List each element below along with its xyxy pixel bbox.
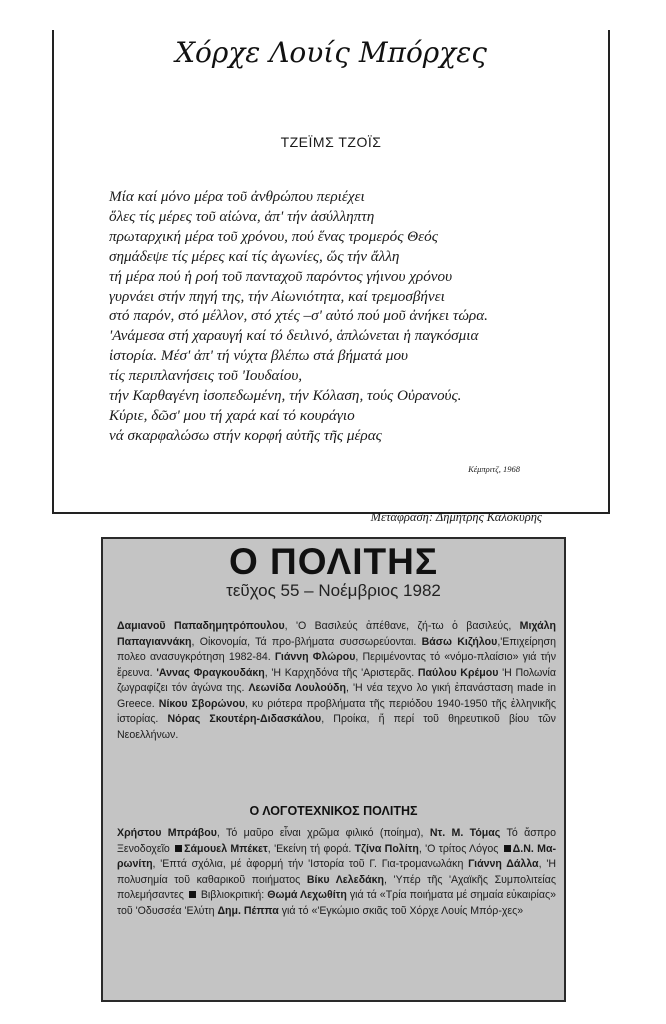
article-author: Δαμιανοῦ Παπαδημητρόπουλου: [117, 620, 285, 632]
article-author: Δ.Ν. Μα-ρωνίτη: [117, 842, 557, 870]
poem-line: ὅλες τίς μέρες τοῦ αἰώνα, ἀπ' τήν ἀσύλληπτη: [109, 207, 375, 225]
article-author: Τζίνα Πολίτη: [354, 842, 419, 855]
article-author: Θωμά Λεχωθίτη: [267, 889, 347, 901]
poem-line: τίς περιπλανήσεις τοῦ 'Ιουδαίου,: [109, 367, 303, 385]
article-title: , 'Επτά σχόλια, μέ ἀφορμή τήν 'Ιστορία τοῦ Γ. Για-τρομανωλάκη: [152, 858, 469, 870]
article-title: , 'Υπέρ τῆς 'Αχαϊκῆς Συμπολιτείας πολεμήσαντες: [117, 873, 556, 901]
article-author: Δημ. Πέππα: [217, 904, 279, 917]
article-author: Βάσω Κιζήλου: [421, 635, 498, 648]
article-title: , Προίκα, ἤ περί τοῦ θηρευτικοῦ βίου τῶν Νεοελλήνων.: [117, 713, 556, 741]
poem-line: γυρνάει στήν πηγή της, τήν Αἰωνιότητα, καί τρεμοσβήνει: [109, 287, 445, 305]
bullet-square-icon: [504, 845, 511, 852]
poem-line: 'Ανάμεσα στή χαραυγή καί τό δειλινό, ἁπλώνεται ἡ παγκόσμια: [109, 327, 479, 345]
article-title: , Τό μαῦρο εἶναι χρῶμα φιλικό (ποίημα),: [216, 827, 430, 839]
article-title: ,'Επιχείρηση πολεο ανασυγκρότηση 1982-84.: [117, 635, 556, 663]
article-author: Γιάννη Δάλλα: [468, 858, 539, 870]
contents-section-literary: [117, 826, 556, 919]
article-author: Παύλου Κρέμου: [417, 666, 499, 679]
poem-line: τήν Καρθαγένη ἰσοπεδωμένη, τήν Κόλαση, τούς Οὐρανούς.: [109, 387, 462, 405]
article-author: Μιχάλη Παπαγιαννάκη: [117, 620, 557, 648]
article-author: Ντ. Μ. Τόμας: [429, 827, 501, 839]
literary-section-title: Ο ΛΟΓΟΤΕΧΝΙΚΟΣ ΠΟΛΙΤΗΣ: [249, 804, 418, 818]
poem-line: ἱστορία. Μέσ' ἀπ' τή νύχτα βλέπω στά βήματά μου: [109, 347, 409, 365]
article-title: , 'Ο Βασιλεύς ἀπέθανε, ζή-τω ὁ βασιλεύς,: [284, 620, 520, 632]
poem-title: Χόρχε Λουίς Μπόρχες: [175, 36, 487, 69]
article-title: , 'Ο τρίτος Λόγος: [418, 842, 502, 855]
article-author: Γιάννη Φλώρου: [274, 651, 356, 663]
article-author: Σάμουελ Μπέκετ: [184, 842, 268, 855]
poem-line: πρωταρχική μέρα τοῦ χρόνου, πού ἕνας τρομερός Θεός: [109, 227, 438, 245]
bullet-square-icon: [175, 845, 182, 852]
poem-line: Μία καί μόνο μέρα τοῦ ἀνθρώπου περιέχει: [109, 188, 365, 205]
article-title: , Περιμένοντας τό «νόμο-πλαίσιο» γιά τήν ἔρευνα.: [117, 651, 556, 679]
article-title: γιά τά «Τρία ποιήματα μέ σημαία εὐκαιρίας» τοῦ 'Οδυσσέα 'Ελύτη: [117, 889, 557, 917]
article-author: Νίκου Σβορώνου: [158, 697, 246, 710]
poem-line: στό παρόν, στό μέλλον, στό χτές –σ' αὐτό πού μοῦ ἀνήκει τώρα.: [109, 307, 488, 325]
article-title: , 'Εκείνη τή φορά.: [267, 842, 355, 855]
article-title: , 'Η Καρχηδόνα τῆς 'Αριστερᾶς.: [264, 666, 418, 679]
article-author: Λεωνίδα Λουλούδη: [248, 682, 346, 694]
magazine-advertisement: [101, 537, 566, 1002]
magazine-issue: τεῦχος 55 – Νοέμβριος 1982: [226, 581, 441, 600]
article-title: 'Η Πολωνία ζωγραφίζει τόν ἀγώνα της.: [117, 666, 556, 694]
article-author: Νόρας Σκουτέρη-Διδασκάλου: [167, 713, 322, 725]
article-title: Τό ἄσπρο Ξενοδοχεῖο: [117, 827, 556, 855]
article-author: 'Αννας Φραγκουδάκη: [156, 666, 265, 679]
article-author: Χρήστου Μπράβου: [117, 827, 217, 839]
bullet-square-icon: [189, 891, 196, 898]
contents-section-main: [117, 619, 556, 743]
article-title: , 'Η νέα τεχνο λο γική ἐπανάσταση made in Greece.: [117, 682, 556, 710]
poem-line: νά σκαρφαλώσω στήν κορφή αὐτῆς τῆς μέρας: [109, 426, 382, 444]
article-title: Βιβλιοκριτική:: [197, 889, 268, 901]
poem-translation-credit: Μετάφραση: Δημήτρης Καλοκύρης: [370, 510, 542, 524]
article-title: γιά τό «'Εγκώμιο σκιᾶς τοῦ Χόρχε Λουίς Μπόρ-χες»: [278, 904, 524, 917]
poem-frame: [52, 30, 610, 524]
article-author: Βίκυ Λελεδάκη: [306, 873, 385, 886]
poem-place-date: Κέμπριτζ, 1968: [468, 464, 520, 474]
magazine-title: Ο ΠΟΛΙΤΗΣ: [228, 541, 439, 582]
poem-author: ΤΖΕΪΜΣ ΤΖΟΪΣ: [280, 134, 382, 150]
article-title: , κυ ριότερα προβλήματα τῆς περιόδου 1940-1950 τῆς ἑλληνικῆς ἱστορίας.: [117, 697, 556, 725]
article-title: , Οἰκονομία, Τά προ-βλήματα συσσωρεύονται.: [191, 635, 422, 648]
poem-body: [109, 187, 609, 446]
poem-line: Κύριε, δῶσ' μου τή χαρά καί τό κουράγιο: [109, 406, 355, 424]
poem-line: τή μέρα πού ἡ ροή τοῦ πανταχοῦ παρόντος γήινου χρόνου: [109, 267, 453, 285]
poem-line: σημάδεψε τίς μέρες καί τίς ἀγωνίες, ὥς τήν ἄλλη: [109, 247, 400, 265]
article-title: , 'Η πολυσημία τοῦ καθαρικοῦ ποιήματος: [117, 858, 556, 886]
